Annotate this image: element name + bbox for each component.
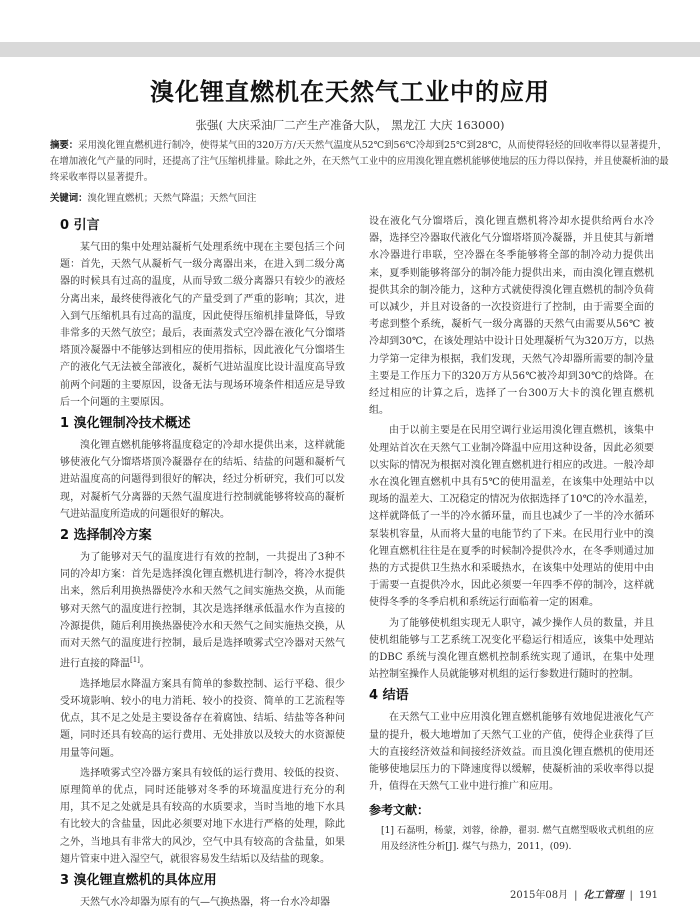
paragraph: 由于以前主要是在民用空调行业运用溴化锂直燃机，该集中处理站首次在天然气工业制冷降温中应用这种设备，因此必须要以实际的情况为根据对溴化锂直燃机进行相应的改进。一般冷却水在溴化锂直燃机中具有5℃的使用温差，在该集中处理站中以现场的温差大、工况稳定的情况为依据选择了10℃的冷水温差，这样就降低了一半的冷水循环量，而且也减少了一半的冷水循环泵装机容量，从而将大量的电能节约了下来。在民用行业中的溴化锂直燃机往往是在夏季的时候制冷提供冷水，在冬季则通过加热的方式提供卫生热水和采暖热水，在该集中处理站的使用中由于需要一直提供冷水，因此必须要一年四季不停的制冷，这样就使得冬季的冬季启机和系统运行面临着一定的困难。 — [369, 425, 654, 609]
paragraph: 在天然气工业中应用溴化锂直燃机能够有效地促进液化气产量的提升，极大地增加了天然气工业的产值，使得企业获得了巨大的直接经济效益和间接经济效益。而且溴化锂直燃机的使用还能够使地层压力的下降速度得以缓解，使凝析油的采收率得以提升，值得在天然气工业中进行推广和应用。 — [369, 712, 654, 793]
section-heading: 1 溴化锂制冷技术概述 — [60, 416, 191, 432]
keywords-text: 溴化锂直燃机；天然气降温；天然气回注 — [87, 193, 257, 204]
paragraph: 天然气水冷却器为原有的气—气换热器，将一台水冷却器 — [80, 897, 330, 909]
paragraph: 设在液化气分馏塔后，溴化锂直燃机将冷却水提供给两台水冷器，选择空冷器取代液化气分馏塔塔顶冷凝器，并且使其与新增水冷器进行串联，空冷器在冬季能够将全部的制冷动力提供出来，夏季则能够将部分的制冷能力提供出来，而由溴化锂直燃机提供其余的制冷能力，这种方式就使得溴化锂直燃机的制冷负荷可以减少，并且对设备的一次投资进行了控制，由于需要全面的考虑到整个系统，凝析气一级分离器的天然气由需要从56℃ 被冷却到30℃，在该处理站中设计日处理凝析气为320万方，以热力学第一定律为根据，我们发现，天然气冷却器所需要的制冷量主要是工作压力下的320万方从56℃被冷却到30℃的焓降。在经过相应的计算之后，选择了一台300万大卡的溴化锂直燃机组。 — [369, 216, 654, 417]
section-heading: 2 选择制冷方案 — [60, 528, 152, 544]
abstract-label: 摘要： — [50, 140, 79, 151]
paragraph — [60, 549, 345, 673]
keywords — [50, 191, 670, 207]
paragraph: 选择喷雾式空冷器方案具有较低的运行费用、较低的投资、原理简单的优点，同时还能够对冬季的环境温度进行充分的利用，其不足之处就是具有较高的水质要求，当时当地的地下水具有比较大的含盐量，因此必须要对地下水进行严格的处理，除此之外，当地具有非常大的风沙，空气中具有较高的含盐量，如果翅片管束中进入湿空气，就很容易发生结垢以及结盐的现象。 — [60, 767, 345, 865]
paragraph-text: 。 — [139, 658, 150, 670]
paragraph: 为了能够使机组实现无人职守，减少操作人员的数量，并且使机组能够与工艺系统工况变化平稳运行相适应，该集中处理站的DBC 系统与溴化锂直燃机控制系统实现了通讯，在集中处理站控制室操作人员就能够对机组的运行参数进行随时的控制。 — [369, 617, 654, 681]
section-heading: 3 溴化锂直燃机的具体应用 — [60, 873, 217, 889]
paragraph: 某气田的集中处理站凝析气处理系统中现在主要包括三个问题：首先，天然气从凝析气一级分离器出来，在进入到二级分离器的时候具有过高的温度，从而导致二级分离器只有较少的液烃分离出来，最终使得液化气的产量受到了严重的影响；其次，进入到气压缩机具有过高的温度，因此使得压缩机排量降低，导致非常多的天然气放空；最后，表面蒸发式空冷器在液化气分馏塔塔顶冷凝器中不能够达到相应的使用指标，因此液化气分馏塔生产的液化气无法被全部液化，凝析气进站温度比设计温度高导致前两个问题的主要原因，设备无法与现场环境条件相适应是导致后一个问题的主要原因。 — [60, 242, 345, 408]
keywords-label: 关键词： — [50, 193, 88, 204]
left-column — [60, 213, 345, 914]
issue-date: 2015年08月 — [509, 890, 569, 901]
page-footer: 2015年08月 | 化工管理 | 191 — [509, 890, 658, 901]
header-band — [0, 42, 700, 57]
paragraph: 选择地层水降温方案具有简单的参数控制、运行平稳、很少受环境影响、较小的电力消耗、较小的投资、简单的工艺流程等优点，其不足之处是主要设备存在着腐蚀、结垢、结盐等各种问题，同时还具有较高的运行费用、无处排放以及较大的水资源使用量等问题。 — [60, 678, 345, 759]
section-heading: 0 引言 — [60, 218, 100, 233]
reference-item: [1] 石磊明，杨蒙，刘蓉，徐静，翟羽. 燃气直燃型吸收式机组的应用及经济性分析[J]. 煤气与热力，2011，(09). — [381, 824, 654, 852]
page-number: 191 — [638, 890, 658, 901]
section-heading: 4 结语 — [369, 688, 409, 704]
paragraph-text: 为了能够对天气的温度进行有效的控制，一共提出了3种不同的冷却方案：首先是选择溴化锂直燃机进行制冷，将冷水提供出来，然后利用换热器使冷水和天然气之间实施热交换，从而能够对天然气的温度进行控制，其次是选择继承低温水作为直接的冷源提供，随后利用换热器使冷水和天然气之间实施热交换，从而对天然气的温度进行控制，最后是选择喷雾式空冷器对天然气进行直接的降温 — [60, 552, 345, 670]
journal-name: 化工管理 — [583, 890, 624, 901]
citation-mark: [1] — [130, 656, 140, 665]
abstract-text: 采用溴化锂直燃机进行制冷，使得某气田的320万方/天天然气温度从52℃到56℃冷却到25℃到28℃，从而使得轻烃的回收率得以显著提升，在增加液化气产量的同时，还提高了注气压缩机排量。除此之外，在天然气工业中的应用溴化锂直燃机能够使地层的压力得以保持，并且使凝析油的最终采收率得以显著提升。 — [50, 140, 669, 183]
references-heading: 参考文献： — [369, 802, 430, 817]
right-column — [369, 213, 654, 858]
abstract — [50, 138, 670, 186]
page-title: 溴化锂直燃机在天然气工业中的应用 — [150, 78, 550, 106]
paragraph: 溴化锂直燃机能够将温度稳定的冷却水提供出来，这样就能够使液化气分馏塔塔顶冷凝器存在的结垢、结盐的问题和凝析气进站温度高的问题得到很好的解决，经过分析研究，我们可以发现，对凝析气分离器的天然气温度进行控制就能够将较高的凝析气进站温度所造成的问题很好的解决。 — [60, 440, 345, 520]
author-line: 张强( 大庆采油厂二产生产准备大队， 黑龙江 大庆 163000) — [195, 118, 505, 132]
